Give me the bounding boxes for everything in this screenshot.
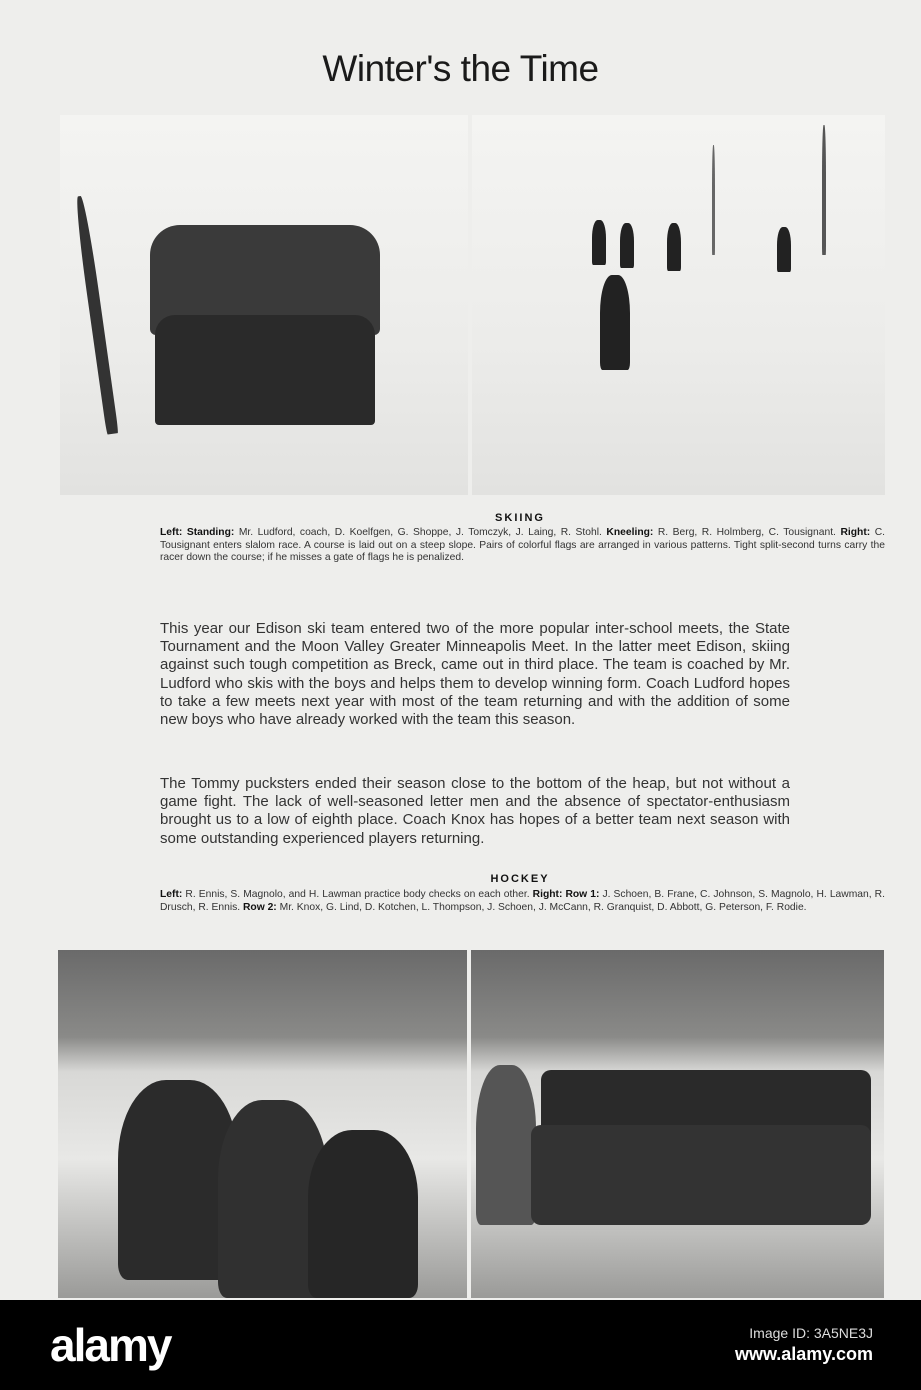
skiing-heading: SKIING bbox=[495, 512, 545, 524]
caption-label: Right: bbox=[840, 527, 871, 538]
caption-label: Left: Standing: bbox=[160, 527, 235, 538]
hockey-heading: HOCKEY bbox=[490, 873, 550, 885]
body-paragraph-hockey: The Tommy pucksters ended their season close to the bottom of the heap, but not without a game fight. The lack of well-seasoned letter men and the absence of spectator-enthusiasm brought us to a low of eighth place. Coach Knox has hopes of a better team next season with some outstanding experienced players returning. bbox=[160, 775, 790, 847]
photo-ski-team bbox=[60, 115, 468, 495]
hockey-caption bbox=[160, 889, 885, 914]
caption-text: J. Schoen, B. Frane, C. Johnson, S. Magnolo, H. Lawman, R. Drusch, R. Ennis. bbox=[160, 889, 885, 913]
caption-label: Row 2: bbox=[242, 901, 277, 913]
caption-label: Right: Row 1: bbox=[532, 889, 600, 900]
skiing-caption bbox=[160, 527, 885, 565]
caption-label: Kneeling: bbox=[606, 527, 654, 538]
page-title: Winter's the Time bbox=[322, 48, 599, 89]
caption-text: Mr. Knox, G. Lind, D. Kotchen, L. Thompson, J. Schoen, J. McCann, R. Granquist, D. Abbott, G. Peterson, F. Rodie. bbox=[276, 901, 807, 913]
body-paragraph-skiing: This year our Edison ski team entered two of the more popular inter-school meets, the State Tournament and the Moon Valley Greater Minneapolis Meet. In the latter meet Edison, skiing against such tough competition as Breck, came out in third place. The team is coached by Mr. Ludford who skis with the boys and helps them to develop winning form. Coach Ludford hopes to take a few meets next year with most of the team returning and with the addition of some new boys who have already worked with the team this season. bbox=[160, 620, 790, 729]
photo-slalom bbox=[472, 115, 885, 495]
caption-label: Left: bbox=[160, 889, 183, 900]
site-link: www.alamy.com bbox=[734, 1344, 873, 1364]
caption-text: Mr. Ludford, coach, D. Koelfgen, G. Shoppe, J. Tomczyk, J. Laing, R. Stohl. bbox=[234, 527, 607, 538]
image-id: Image ID: 3A5NE3J bbox=[749, 1325, 873, 1341]
alamy-logo: alamy bbox=[50, 1319, 171, 1371]
photo-hockey-team bbox=[471, 950, 884, 1298]
caption-text: R. Berg, R. Holmberg, C. Tousignant. bbox=[653, 527, 841, 538]
caption-text: C. Tousignant enters slalom race. A course is laid out on a steep slope. Pairs of colorful flags are arranged in various patterns. Tight split-second turns carry the racer down the course; if he misses a gate of flags he is penalized. bbox=[160, 527, 885, 563]
photo-hockey-practice bbox=[58, 950, 467, 1298]
caption-text: R. Ennis, S. Magnolo, and H. Lawman practice body checks on each other. bbox=[182, 889, 533, 900]
